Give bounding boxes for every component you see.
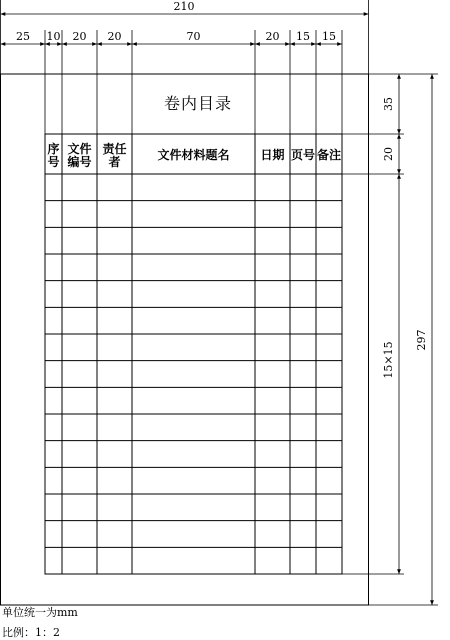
column-dividers	[62, 134, 316, 574]
header-docno-line2: 编号	[67, 155, 92, 169]
header-page: 页号	[290, 148, 316, 162]
dim-total-height: 297	[415, 329, 428, 351]
right-dimension-labels	[382, 97, 428, 379]
dim-col-owner: 20	[107, 30, 122, 43]
table-title: 卷内目录	[163, 94, 233, 113]
dim-col-date: 20	[265, 30, 280, 43]
top-extension-lines	[1, 0, 369, 134]
scale-note: 比例：1：2	[2, 626, 60, 639]
header-owner-line1: 责任	[102, 142, 127, 156]
header-seq-line1: 序	[47, 142, 60, 156]
dim-left-margin: 25	[16, 30, 30, 43]
dim-title-height: 35	[382, 97, 395, 111]
dim-col-remark: 15	[322, 30, 336, 43]
header-title: 文件材料题名	[157, 148, 230, 162]
top-dimension-labels	[16, 0, 336, 43]
header-seq-line2: 号	[47, 155, 60, 169]
dim-col-docno: 20	[72, 30, 87, 43]
dim-col-seq: 10	[46, 30, 61, 43]
header-remark: 备注	[316, 148, 342, 162]
dim-rows-height: 15×15	[382, 341, 395, 379]
header-docno-line1: 文件	[67, 142, 92, 156]
dim-header-height: 20	[382, 147, 395, 161]
dim-col-title: 70	[186, 30, 201, 43]
unit-note: 单位统一为mm	[2, 606, 78, 619]
dim-total-width: 210	[173, 0, 195, 13]
dim-col-page: 15	[296, 30, 310, 43]
header-date: 日期	[260, 148, 285, 162]
catalog-table	[45, 134, 342, 574]
column-headers	[47, 141, 341, 169]
header-owner-line2: 者	[108, 155, 121, 169]
data-row-lines	[45, 201, 342, 548]
